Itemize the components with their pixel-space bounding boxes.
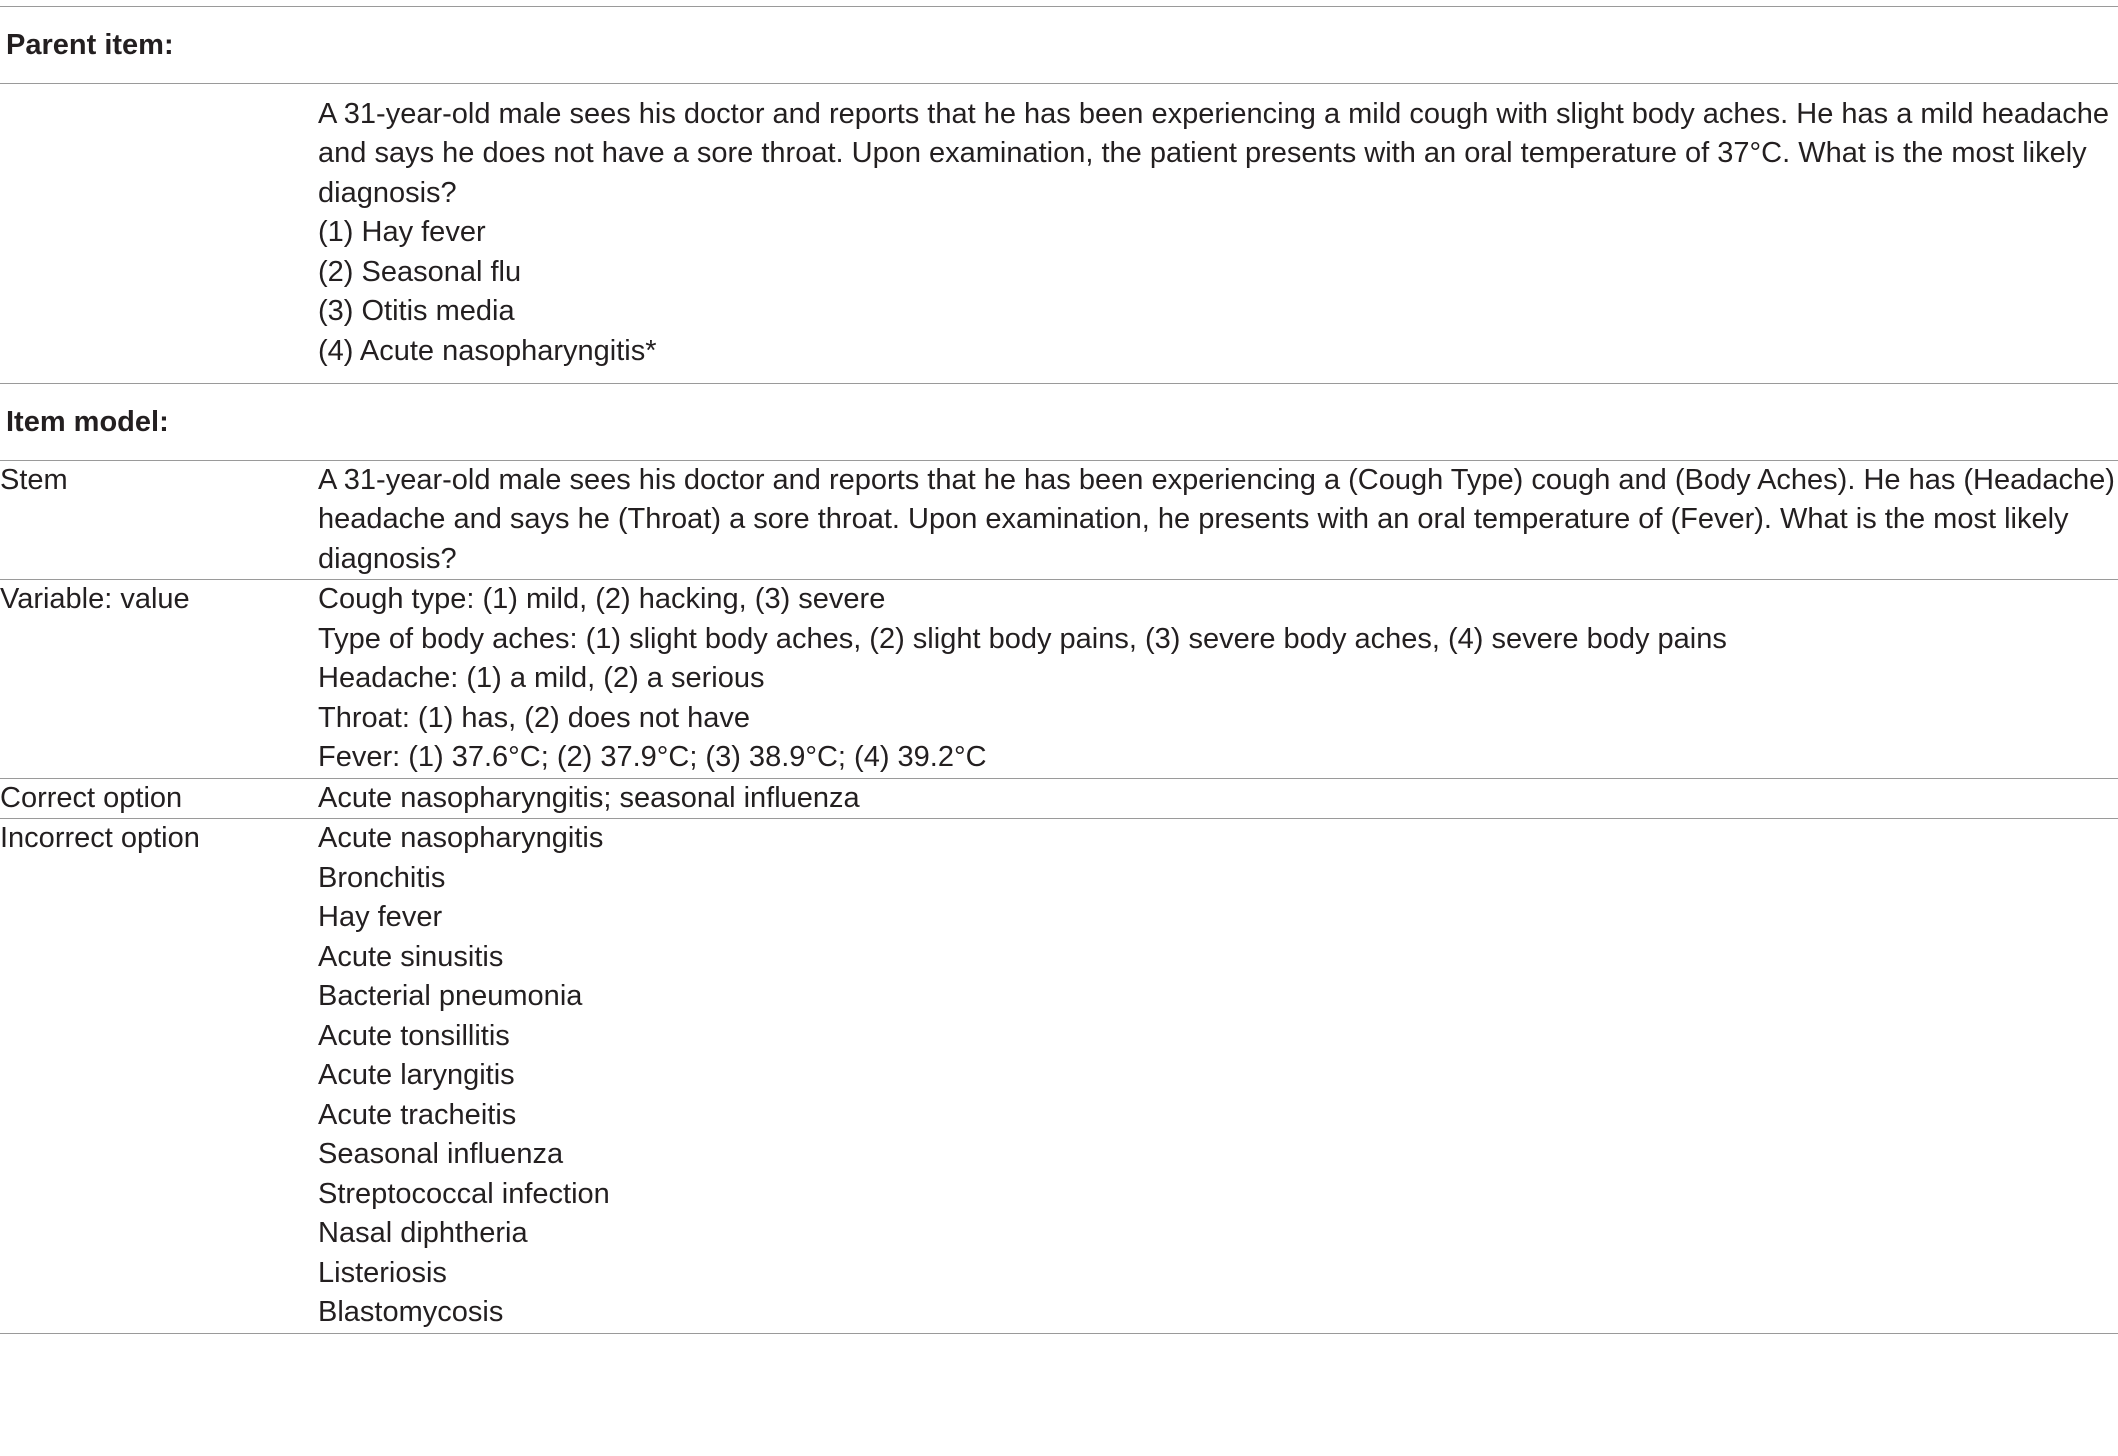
incorrect-option-item: Acute tracheitis (318, 1098, 517, 1131)
variables-row (0, 580, 2118, 779)
incorrect-option-item: Acute sinusitis (318, 940, 504, 973)
parent-item-heading-row (0, 7, 2118, 84)
correct-option-label: Correct option (0, 778, 318, 819)
incorrect-option-item: Bacterial pneumonia (318, 980, 583, 1012)
incorrect-option-item: Listeriosis (318, 1256, 447, 1289)
incorrect-option-label: Incorrect option (0, 819, 318, 1334)
parent-item-label-cell (0, 83, 318, 384)
variables-list (318, 580, 2118, 779)
item-model-table (0, 6, 2118, 1334)
incorrect-option-item: Acute nasopharyngitis (318, 822, 604, 854)
incorrect-option-item: Hay fever (318, 901, 443, 933)
incorrect-option-item: Streptococcal infection (318, 1177, 610, 1210)
variable-throat: Throat: (1) has, (2) does not have (318, 701, 750, 734)
parent-item-content (318, 83, 2118, 384)
incorrect-option-row (0, 819, 2118, 1334)
incorrect-option-item: Blastomycosis (318, 1296, 504, 1328)
item-model-heading-row (0, 384, 2118, 461)
incorrect-option-list (318, 819, 2118, 1334)
correct-option-row (0, 778, 2118, 819)
item-model-heading: Item model: (0, 384, 2118, 461)
stem-label: Stem (0, 460, 318, 580)
parent-option-4: (4) Acute nasopharyngitis* (318, 334, 657, 367)
stem-row (0, 460, 2118, 580)
stem-text: A 31-year-old male sees his doctor and reports that he has been experiencing a (Cough Type) cough and (Body Aches). He has (Headache) headache and says he (Throat) a sore throat. Upon examination, he presents with an oral temperature of (Fever). What is the most likely diagnosis? (318, 460, 2118, 580)
variable-fever: Fever: (1) 37.6°C; (2) 37.9°C; (3) 38.9°C; (4) 39.2°C (318, 741, 987, 773)
parent-option-3: (3) Otitis media (318, 295, 515, 327)
variable-headache: Headache: (1) a mild, (2) a serious (318, 662, 765, 694)
incorrect-option-item: Nasal diphtheria (318, 1217, 528, 1249)
incorrect-option-item: Bronchitis (318, 861, 446, 894)
incorrect-option-item: Acute laryngitis (318, 1059, 515, 1091)
variable-body-aches: Type of body aches: (1) slight body aches, (2) slight body pains, (3) severe body aches, (4) severe body pains (318, 622, 1727, 655)
variables-label: Variable: value (0, 580, 318, 779)
parent-option-2: (2) Seasonal flu (318, 255, 522, 288)
variable-cough-type: Cough type: (1) mild, (2) hacking, (3) severe (318, 583, 886, 615)
parent-item-question: A 31-year-old male sees his doctor and reports that he has been experiencing a mild cough with slight body aches. He has a mild headache and says he does not have a sore throat. Upon examination, the patient presents with an oral temperature of 37°C. What is the most likely diagnosis? (318, 97, 2110, 209)
parent-item-heading: Parent item: (0, 7, 2118, 84)
parent-item-row (0, 83, 2118, 384)
parent-option-1: (1) Hay fever (318, 216, 486, 248)
incorrect-option-item: Acute tonsillitis (318, 1019, 510, 1052)
incorrect-option-item: Seasonal influenza (318, 1138, 564, 1170)
correct-option-text: Acute nasopharyngitis; seasonal influenza (318, 778, 2118, 819)
